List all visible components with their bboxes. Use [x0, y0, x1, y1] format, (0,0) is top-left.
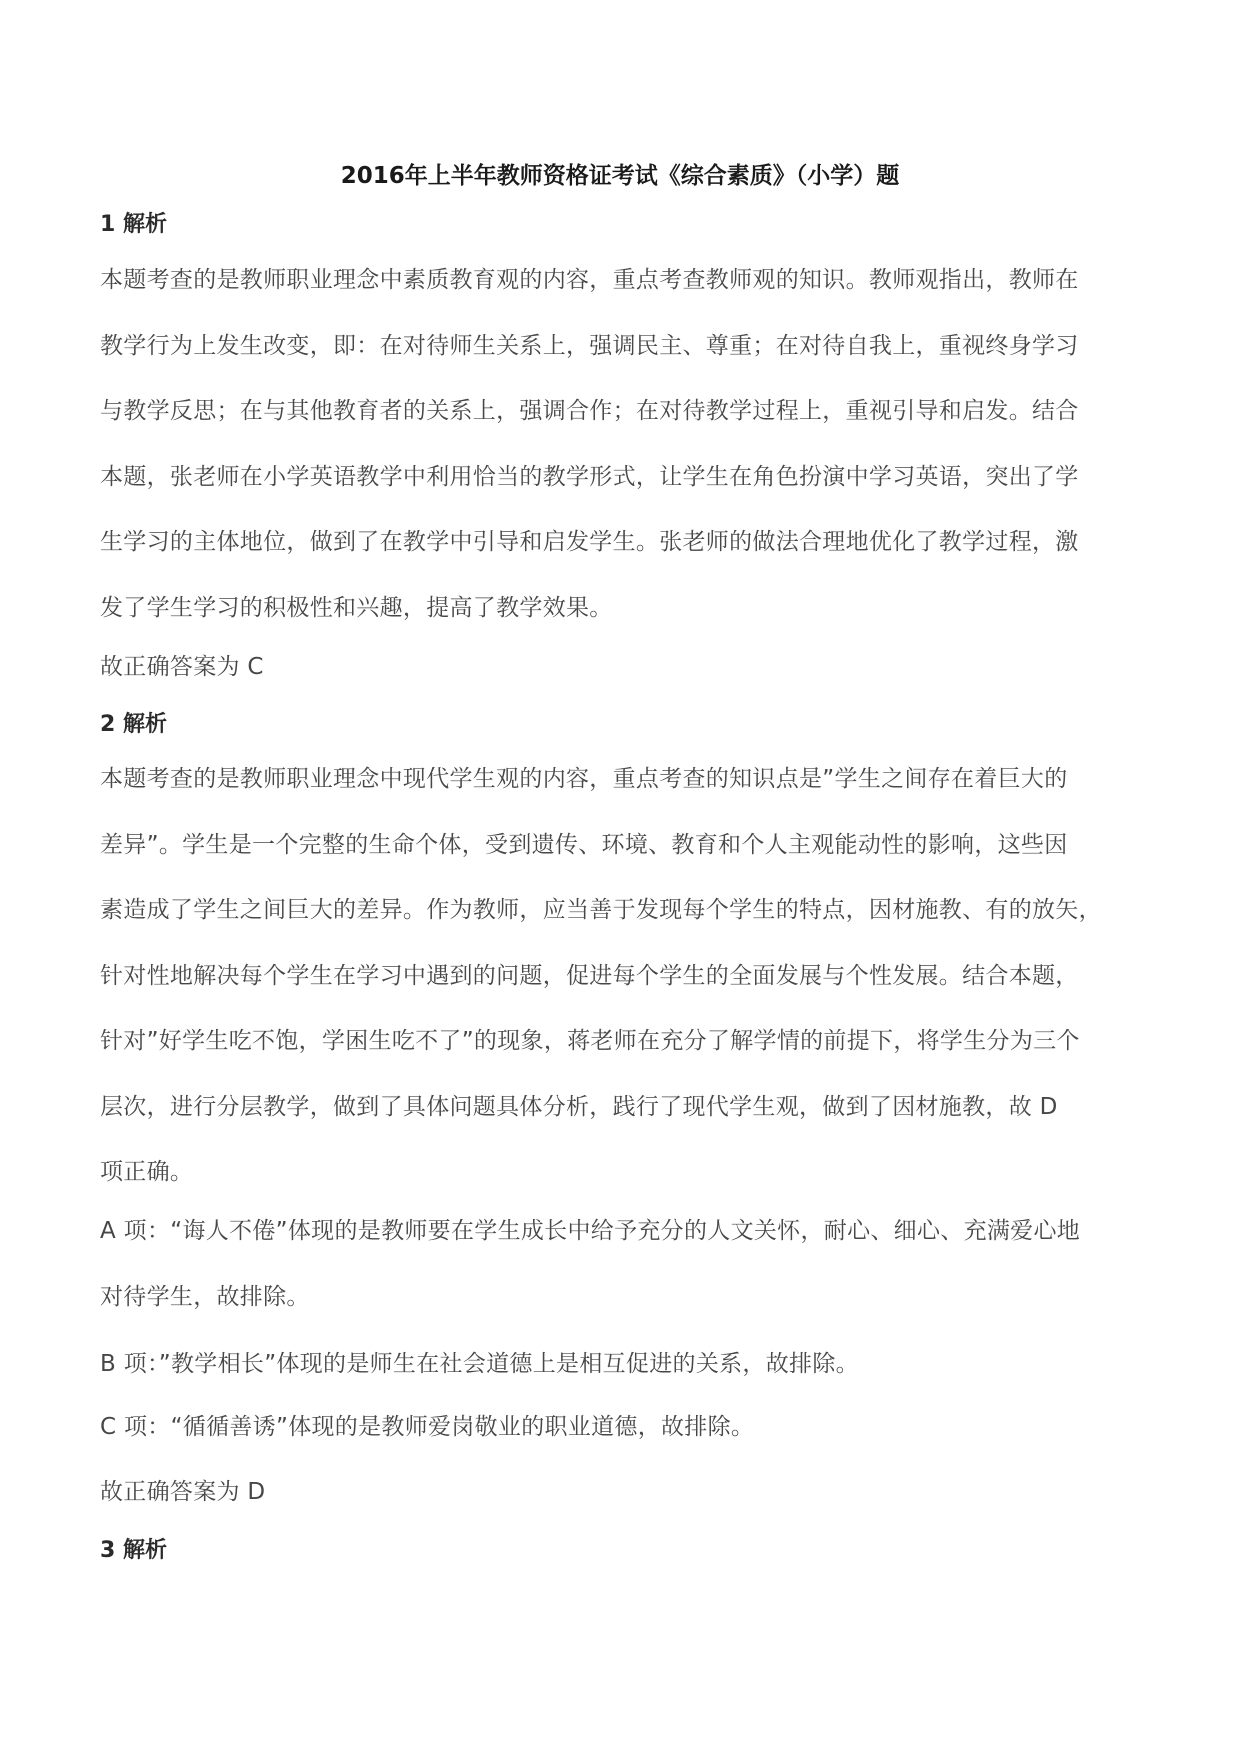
paragraph-line: A 项：“诲人不倦”体现的是教师要在学生成长中给予充分的人文关怀，耐心、细心、充满爱心地 — [100, 1218, 1081, 1244]
paragraph-line: 教学行为上发生改变，即：在对待师生关系上，强调民主、尊重；在对待自我上，重视终身学习 — [100, 332, 1079, 359]
document-title: 2016年上半年教师资格证考试《综合素质》（小学）题 — [340, 163, 900, 189]
paragraph-line: 本题考查的是教师职业理念中素质教育观的内容，重点考查教师观的知识。教师观指出，教师在 — [100, 267, 1079, 293]
paragraph-line: 对待学生，故排除。 — [100, 1283, 310, 1310]
section-1-answer: 故正确答案为 C — [100, 654, 264, 680]
paragraph-line: 生学习的主体地位，做到了在教学中引导和启发学生。张老师的做法合理地优化了教学过程，激 — [100, 529, 1079, 555]
section-2-answer: 故正确答案为 D — [100, 1479, 266, 1505]
paragraph-line: 与教学反思；在与其他教育者的关系上，强调合作；在对待教学过程上，重视引导和启发。结合 — [100, 398, 1079, 424]
section-3-heading: 3 解析 — [100, 1538, 167, 1563]
paragraph-line: 项正确。 — [100, 1159, 194, 1185]
option-a-explanation — [100, 1199, 1150, 1330]
paragraph-line: 发了学生学习的积极性和兴趣，提高了教学效果。 — [100, 594, 613, 621]
option-b-explanation: B 项：”教学相长”体现的是师生在社会道德上是相互促进的关系，故排除。 — [100, 1351, 859, 1377]
option-c-explanation: C 项：“循循善诱”体现的是教师爱岗敬业的职业道德，故排除。 — [100, 1414, 755, 1440]
paragraph-line: 本题，张老师在小学英语教学中利用恰当的教学形式，让学生在角色扮演中学习英语，突出了学 — [100, 463, 1079, 490]
section-1-paragraph — [100, 248, 1150, 641]
section-2-heading: 2 解析 — [100, 712, 167, 737]
section-1-heading: 1 解析 — [100, 212, 167, 237]
paragraph-line: 层次，进行分层教学，做到了具体问题具体分析，践行了现代学生观，做到了因材施教，故 D — [100, 1093, 1058, 1120]
paragraph-line: 针对”好学生吃不饱，学困生吃不了”的现象，蒋老师在充分了解学情的前提下，将学生分为三个 — [100, 1028, 1080, 1054]
paragraph-line: 素造成了学生之间巨大的差异。作为教师，应当善于发现每个学生的特点，因材施教、有的放矢， — [100, 897, 1102, 923]
section-2-paragraph — [100, 747, 1150, 1206]
paragraph-line: 差异”。学生是一个完整的生命个体，受到遗传、环境、教育和个人主观能动性的影响，这些因 — [100, 831, 1068, 858]
paragraph-line: 本题考查的是教师职业理念中现代学生观的内容，重点考查的知识点是”学生之间存在着巨大的 — [100, 766, 1068, 792]
paragraph-line: 针对性地解决每个学生在学习中遇到的问题，促进每个学生的全面发展与个性发展。结合本题， — [100, 962, 1079, 989]
